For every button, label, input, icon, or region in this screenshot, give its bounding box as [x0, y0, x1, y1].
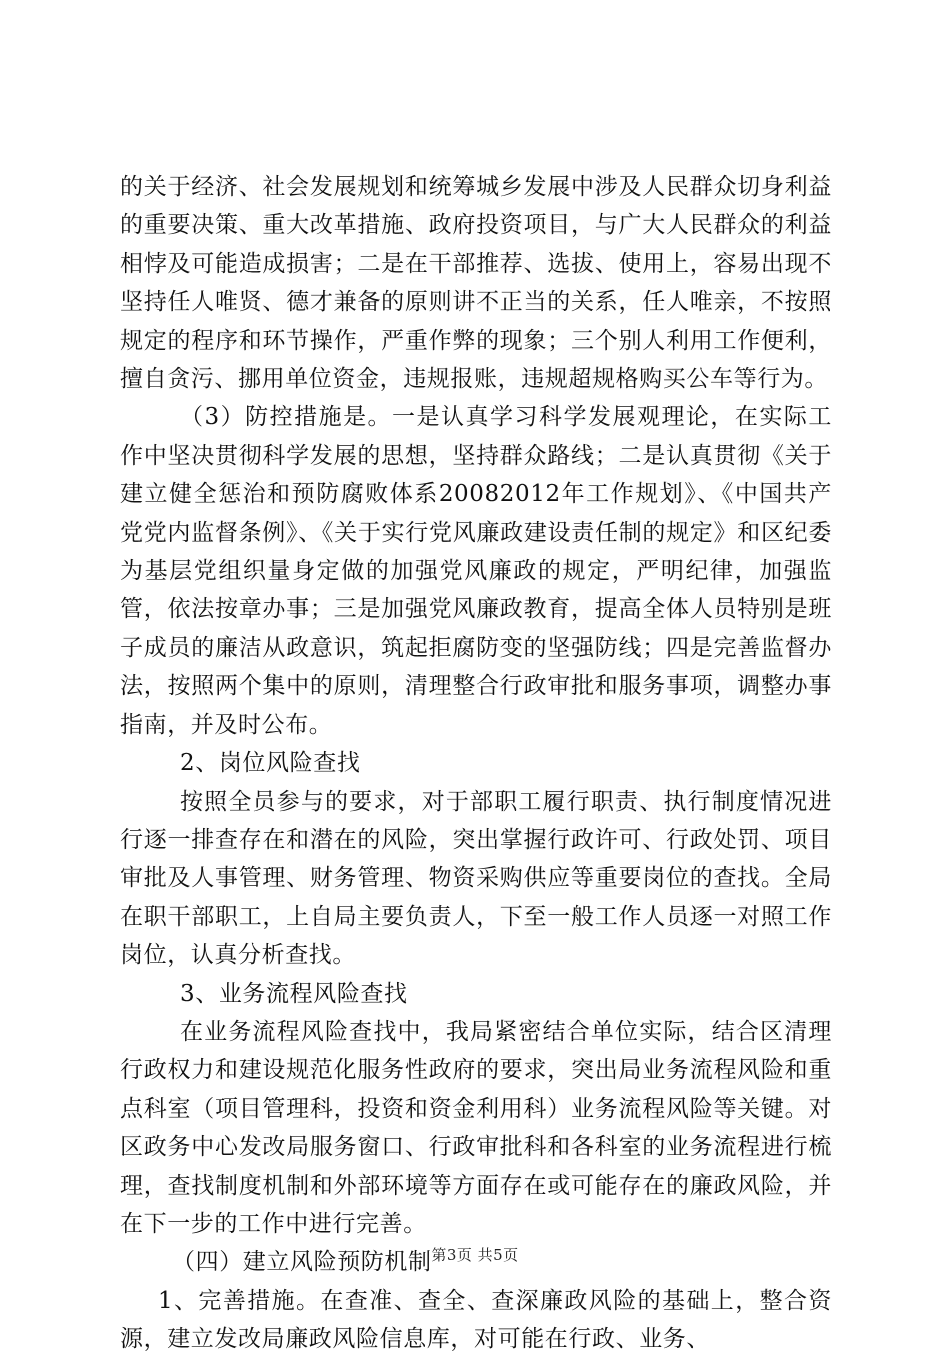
- heading-prevention-mechanism: （四）建立风险预防机制: [172, 1249, 432, 1276]
- paragraph-process-risk: 在业务流程风险查找中，我局紧密结合单位实际，结合区清理行政权力和建设规范化服务性政府的要求，突出局业务流程风险和重点科室（项目管理科，投资和资金利用科）业务流程风险等关键。对区政务中心发改局服务窗口、行政审批科和各科室的业务流程进行梳理，查找制度机制和外部环境等方面存在或可能存在的廉政风险，并在下一步的工作中进行完善。: [120, 1018, 832, 1237]
- paragraph-prevention-measures: （3）防控措施是。一是认真学习科学发展观理论，在实际工作中坚决贯彻科学发展的思想，坚持群众路线；二是认真贯彻《关于建立健全惩治和预防腐败体系20082012年工作规划》、《中国共产党党内监督条例》、《关于实行党风廉政建设责任制的规定》和区纪委为基层党组织量身定做的加强党风廉政的规定，严明纪律，加强监管，依法按章办事；三是加强党风廉政教育，提高全体人员特别是班子成员的廉洁从政意识，筑起拒腐防变的坚强防线；四是完善监督办法，按照两个集中的原则，清理整合行政审批和服务事项，调整办事指南，并及时公布。: [120, 404, 832, 738]
- paragraph-risk-description: 的关于经济、社会发展规划和统筹城乡发展中涉及人民群众切身利益的重要决策、重大改革措施、政府投资项目，与广大人民群众的利益相悖及可能造成损害；二是在干部推荐、选拔、使用上，容易出现不坚持任人唯贤、德才兼备的原则讲不正当的关系，任人唯亲，不按照规定的程序和环节操作，严重作弊的现象；三个别人利用工作便利，擅自贪污、挪用单位资金，违规报账，违规超规格购买公车等行为。: [120, 174, 832, 393]
- paragraph-improve-measures: 1、完善措施。在查准、查全、查深廉政风险的基础上，整合资源，建立发改局廉政风险信息库，对可能在行政、业务、: [120, 1287, 832, 1353]
- heading-process-risk: 3、业务流程风险查找: [180, 980, 408, 1007]
- paragraph-post-risk: 按照全员参与的要求，对于部职工履行职责、执行制度情况进行逐一排查存在和潜在的风险，突出掌握行政许可、行政处罚、项目审批及人事管理、财务管理、物资采购供应等重要岗位的查找。全局在职干部职工，上自局主要负责人，下至一般工作人员逐一对照工作岗位，认真分析查找。: [120, 788, 832, 969]
- document-body: [120, 168, 832, 1359]
- heading-post-risk: 2、岗位风险查找: [180, 750, 361, 777]
- page-number: 第3页 共5页: [431, 1246, 519, 1264]
